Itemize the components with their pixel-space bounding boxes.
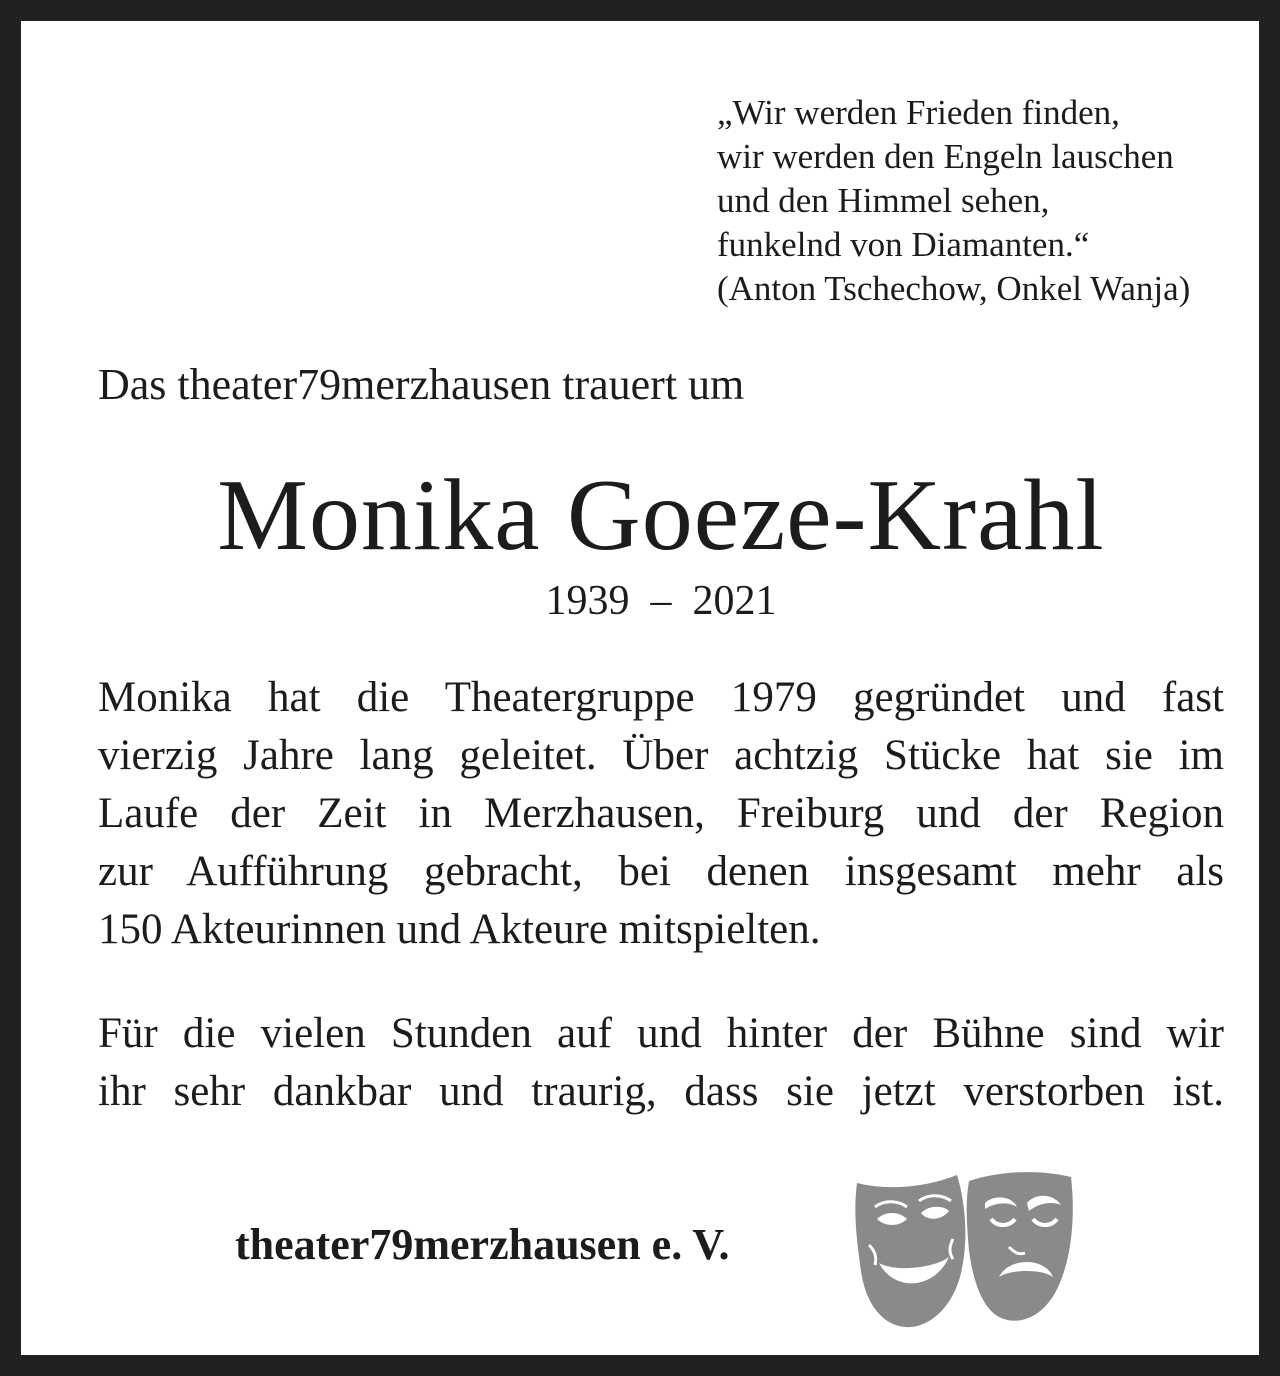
deceased-name: Monika Goeze-Krahl: [217, 459, 1105, 572]
paragraph-line: Monika hat die Theatergruppe 1979 gegründet und fast: [98, 674, 1224, 721]
tragedy-mask-icon: [967, 1172, 1073, 1321]
quote-attribution: (Anton Tschechow, Onkel Wanja): [717, 269, 1191, 308]
paragraph-line: vierzig Jahre lang geleitet. Über achtzig Stücke hat sie im: [98, 732, 1224, 779]
paragraph-line: ihr sehr dankbar und traurig, dass sie jetzt verstorben ist.: [98, 1068, 1224, 1115]
quote-line: wir werden den Engeln lauschen: [717, 137, 1174, 176]
organization-signature: theater79merzhausen e. V.: [235, 1220, 730, 1269]
paragraph-line: Laufe der Zeit in Merzhausen, Freiburg und der Region: [98, 790, 1224, 837]
tribute-paragraph-1: [98, 669, 1224, 959]
paragraph-line: Für die vielen Stunden auf und hinter der Bühne sind wir: [98, 1010, 1224, 1057]
comedy-mask-icon: [855, 1175, 965, 1327]
theater-masks-icon: [849, 1161, 1081, 1333]
quote-line: „Wir werden Frieden finden,: [717, 93, 1120, 132]
quote-line: und den Himmel sehen,: [717, 181, 1050, 220]
paragraph-line: zur Aufführung gebracht, bei denen insgesamt mehr als: [98, 848, 1224, 895]
life-years: 1939 – 2021: [545, 578, 777, 624]
paragraph-line: 150 Akteurinnen und Akteure mitspielten.: [98, 906, 821, 953]
epigraph-quote: [717, 91, 1237, 311]
tribute-paragraph-2: [98, 1005, 1224, 1121]
mourning-intro: Das theater79merzhausen trauert um: [98, 360, 745, 409]
quote-line: funkelnd von Diamanten.“: [717, 225, 1090, 264]
